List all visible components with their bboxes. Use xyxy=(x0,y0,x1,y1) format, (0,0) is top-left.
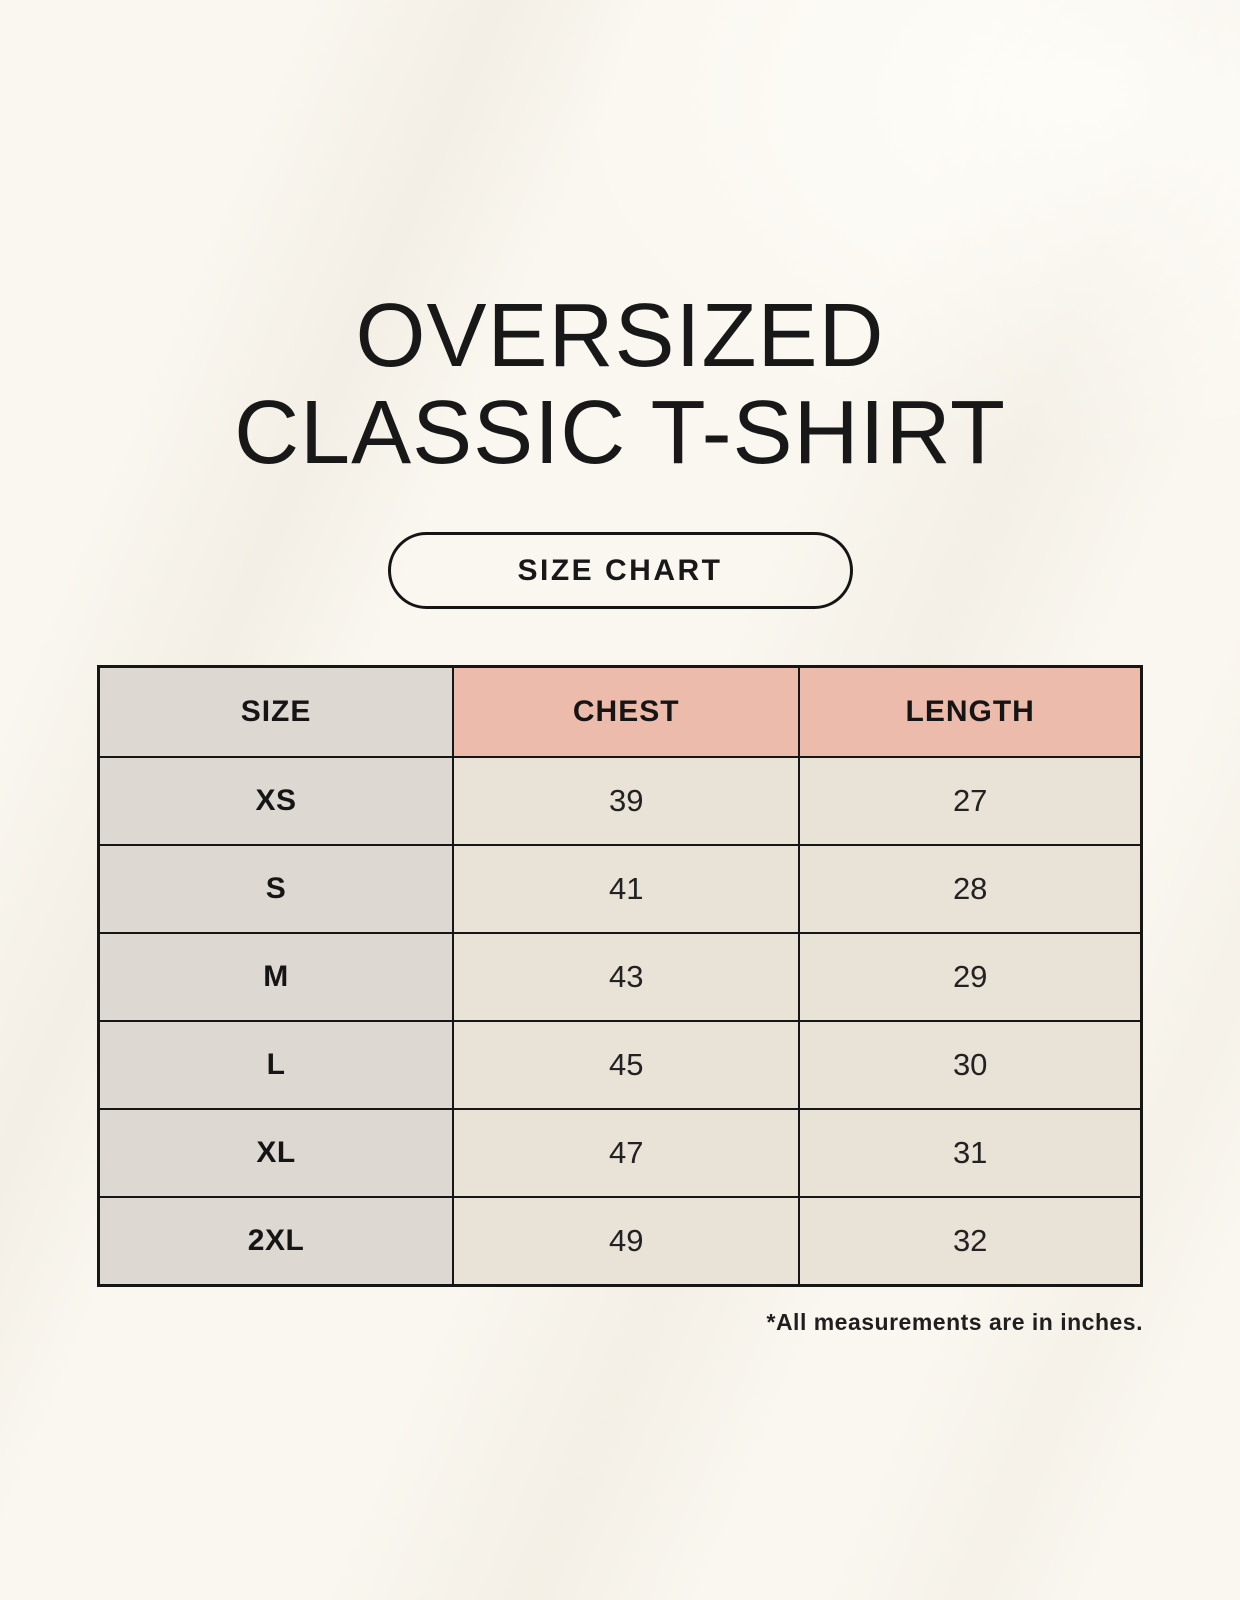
chest-cell: 39 xyxy=(453,757,799,845)
col-header-size: SIZE xyxy=(99,667,454,758)
size-chart-button-wrap xyxy=(0,532,1240,609)
length-cell: 28 xyxy=(799,845,1141,933)
product-title-line2: CLASSIC T-SHIRT xyxy=(234,383,1006,484)
measurements-footnote: *All measurements are in inches. xyxy=(766,1309,1143,1336)
size-cell: XS xyxy=(99,757,454,845)
length-cell: 30 xyxy=(799,1021,1141,1109)
table-row xyxy=(99,845,1142,933)
product-title xyxy=(0,0,1240,482)
product-title-line1: OVERSIZED xyxy=(355,286,885,386)
col-header-chest: CHEST xyxy=(453,667,799,758)
size-chart-button[interactable]: SIZE CHART xyxy=(388,532,853,609)
length-cell: 31 xyxy=(799,1109,1141,1197)
table-row xyxy=(99,1197,1142,1286)
size-cell: M xyxy=(99,933,454,1021)
size-cell: XL xyxy=(99,1109,454,1197)
chest-cell: 45 xyxy=(453,1021,799,1109)
size-cell: S xyxy=(99,845,454,933)
table-row xyxy=(99,757,1142,845)
col-header-length: LENGTH xyxy=(799,667,1141,758)
length-cell: 29 xyxy=(799,933,1141,1021)
size-cell: L xyxy=(99,1021,454,1109)
length-cell: 32 xyxy=(799,1197,1141,1286)
chest-cell: 43 xyxy=(453,933,799,1021)
table-header-row xyxy=(99,667,1142,758)
table-row xyxy=(99,1021,1142,1109)
chest-cell: 47 xyxy=(453,1109,799,1197)
size-chart-table xyxy=(97,665,1143,1287)
length-cell: 27 xyxy=(799,757,1141,845)
chest-cell: 41 xyxy=(453,845,799,933)
table-row xyxy=(99,933,1142,1021)
chest-cell: 49 xyxy=(453,1197,799,1286)
table-row xyxy=(99,1109,1142,1197)
size-cell: 2XL xyxy=(99,1197,454,1286)
